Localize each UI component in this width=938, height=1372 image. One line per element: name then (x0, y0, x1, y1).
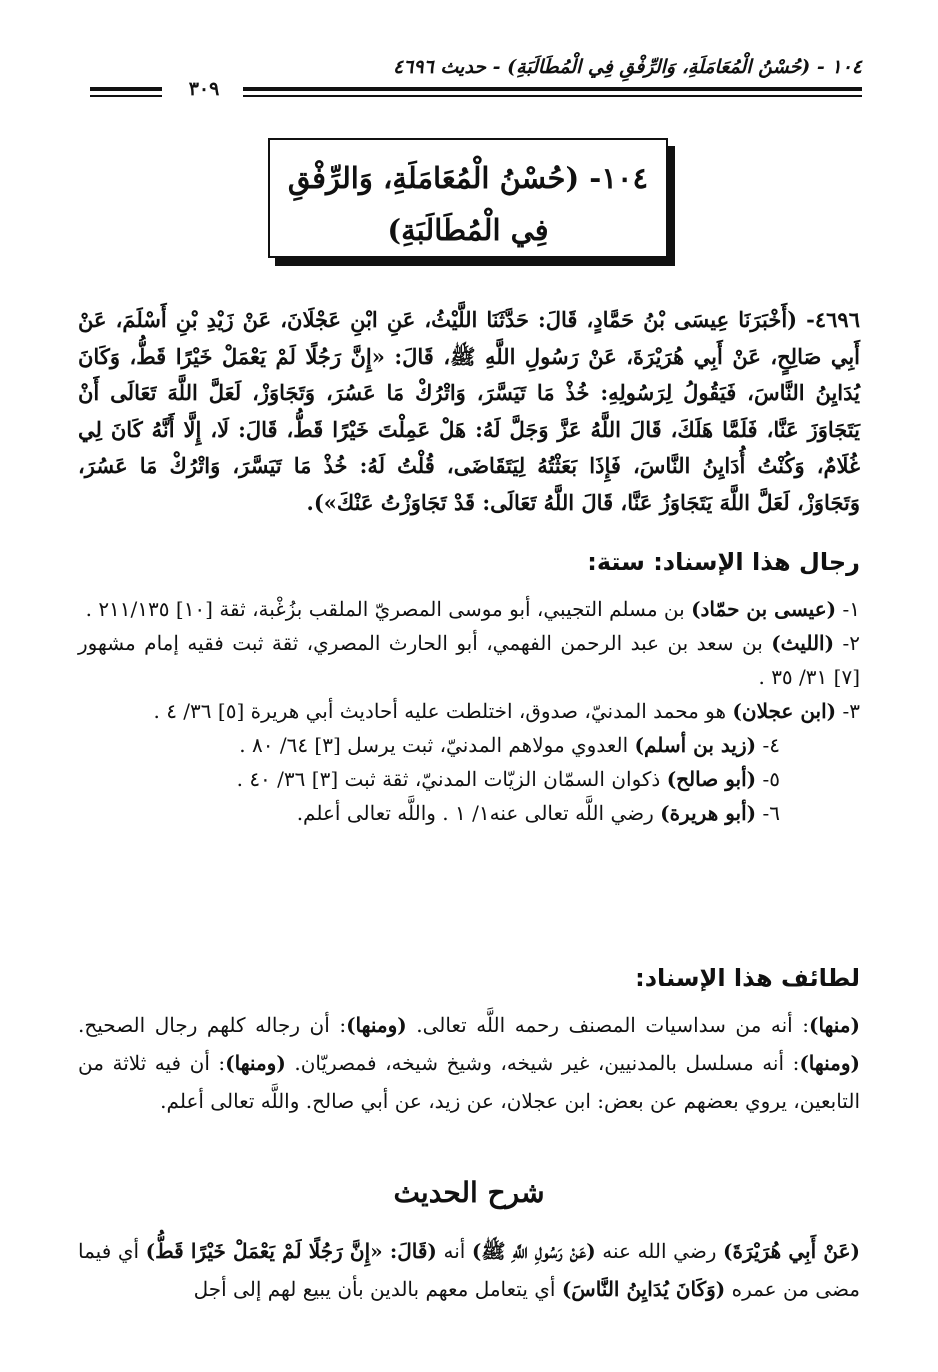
narrator-description: رضي اللَّه تعالى عنه١/ ١ . واللَّه تعالى أعلم. (296, 801, 661, 825)
subtlety-label: (منها) (809, 1013, 860, 1037)
narrator-description: العدوي مولاهم المدنيّ، ثبت يرسل [٣] ٦٤/ ٨٠ . (239, 733, 635, 757)
narrator-name: (أبو صالح) (666, 767, 757, 791)
commentary-text (78, 1232, 860, 1308)
narrator-number: ٥- (756, 767, 780, 791)
subtlety-text: : أن فيه ثلاثة من التابعين، يروي بعضهم عن بعض: ابن عجلان، عن زيد، عن أبي صالح. واللَّه تعالى أعلم. (78, 1051, 860, 1113)
header-rule (90, 95, 162, 97)
quoted-phrase: (عَنْ أَبِي هُرَيْرَةَ) (723, 1239, 860, 1263)
subtlety-text: : أنه مسلسل بالمدنيين، غير شيخه، وشيخ شيخه، فمصريّان. (285, 1051, 800, 1075)
narrator-item (78, 694, 860, 728)
header-rule (240, 87, 862, 91)
sharh-heading: شرح الحديث (393, 1176, 545, 1209)
narrator-name: (الليث) (771, 631, 835, 655)
page-number: ٣٠٩ (165, 78, 243, 100)
subtlety-label: (ومنها) (799, 1051, 860, 1075)
narrator-name: (أبو هريرة) (660, 801, 757, 825)
narrator-number: ١- (836, 597, 860, 621)
narrator-description: ذكوان السمّان الزيّات المدنيّ، ثقة ثبت [٣] ٣٦/ ٤٠ . (236, 767, 667, 791)
subtlety-text: : أن رجاله كلهم رجال الصحيح. (78, 1013, 347, 1037)
subtlety-text: : أنه من سداسيات المصنف رحمه اللَّه تعالى. (406, 1013, 809, 1037)
subtleties-text (78, 1006, 860, 1120)
header-rule (240, 95, 862, 97)
commentary-text-run: أي يتعامل معهم بالدين بأن يبيع لهم إلى أجل (193, 1277, 562, 1301)
narrator-name: (عيسى بن حمّاد) (691, 597, 837, 621)
narrator-description: هو محمد المدنيّ، صدوق، اختلطت عليه أحاديث أبي هريرة [٥] ٣٦/ ٤ . (153, 699, 733, 723)
narrator-item (78, 796, 780, 830)
subtleties-heading: لطائف هذا الإسناد: (635, 964, 860, 992)
commentary-text-run: أنه (436, 1239, 472, 1263)
commentary-text-run: رضي الله عنه (595, 1239, 724, 1263)
narrator-description: بن مسلم التجيبي، أبو موسى المصريّ الملقب بزُغْبة، ثقة [١٠] ٢١١/١٣٥ . (85, 597, 692, 621)
narrator-number: ٢- (834, 631, 860, 655)
narrator-item (78, 762, 780, 796)
narrator-item (78, 592, 860, 626)
quoted-phrase: (قَالَ: «إِنَّ رَجُلًا لَمْ يَعْمَلْ خَيْرًا قَطُّ) (145, 1239, 437, 1263)
narrators-list (78, 592, 860, 830)
chapter-title-box (268, 138, 668, 258)
header-rule (90, 87, 162, 91)
hadith-text: ٤٦٩٦- (أَخْبَرَنَا عِيسَى بْنُ حَمَّادٍ، قَالَ: حَدَّثَنَا اللَّيْثُ، عَنِ ابْنِ عَجْلَانَ، عَنْ زَيْدِ بْنِ أَسْلَمَ، عَنْ أَبِي صَالِحٍ، عَنْ أَبِي هُرَيْرَةَ، عَنْ رَسُولِ اللَّهِ ﷺ، قَالَ: «إِنَّ رَجُلًا لَمْ يَعْمَلْ خَيْرًا قَطُّ، وَكَانَ يُدَايِنُ النَّاسَ، فَيَقُولُ لِرَسُولِهِ: خُذْ مَا تَيَسَّرَ، وَاتْرُكْ مَا عَسُرَ، وَتَجَاوَزْ، لَعَلَّ اللَّهَ تَعَالَى أَنْ يَتَجَاوَزَ عَنَّا، فَلَمَّا هَلَكَ، قَالَ اللَّهُ عَزَّ وَجَلَّ لَهُ: هَلْ عَمِلْتَ خَيْرًا قَطُّ، قَالَ: لَا، إِلَّا أَنَّهُ كَانَ لِي غُلَامٌ، وَكُنْتُ أُدَايِنُ النَّاسَ، فَإِذَا بَعَثْتُهُ لِيَتَقَاضَى، قُلْتُ لَهُ: خُذْ مَا تَيَسَّرَ، وَاتْرُكْ مَا عَسُرَ، وَتَجَاوَزْ، لَعَلَّ اللَّهَ يَتَجَاوَزُ عَنَّا، قَالَ اللَّهُ تَعَالَى: قَدْ تَجَاوَزْتُ عَنْكَ»). (78, 307, 860, 515)
narrator-item (78, 626, 860, 694)
narrator-short-rows (78, 728, 860, 830)
narrator-name: (زيد بن أسلم) (634, 733, 757, 757)
narrator-item (78, 728, 780, 762)
narrators-heading: رجال هذا الإسناد: ستة: (587, 548, 860, 576)
narrator-number: ٣- (836, 699, 860, 723)
quoted-phrase: (عَنْ رَسُولِ اللَّهِ ﷺ) (471, 1239, 596, 1263)
narrator-name: (ابن عجلان) (732, 699, 837, 723)
quoted-phrase: (وَكَانَ يُدَايِنُ النَّاسَ) (561, 1277, 726, 1301)
subtlety-label: (ومنها) (346, 1013, 407, 1037)
chapter-title: ١٠٤- (حُسْنُ الْمُعَامَلَةِ، وَالرِّفْقِ فِي الْمُطَالَبَةِ) (287, 161, 649, 247)
narrator-number: ٤- (756, 733, 780, 757)
narrator-number: ٦- (756, 801, 780, 825)
commentary-text-run: أي فيما مضى من عمره (78, 1239, 860, 1301)
subtlety-label: (ومنها) (225, 1051, 286, 1075)
narrator-description: بن سعد بن عبد الرحمن الفهمي، أبو الحارث المصري، ثقة ثبت فقيه إمام مشهور [٧] ٣١/ ٣٥ . (78, 631, 860, 689)
running-header (90, 56, 862, 114)
running-header-title: ١٠٤ - (حُسْنُ الْمُعَامَلَةِ، وَالرِّفْقِ فِي الْمُطَالَبَةِ) - حديث ٤٦٩٦ (392, 56, 862, 78)
